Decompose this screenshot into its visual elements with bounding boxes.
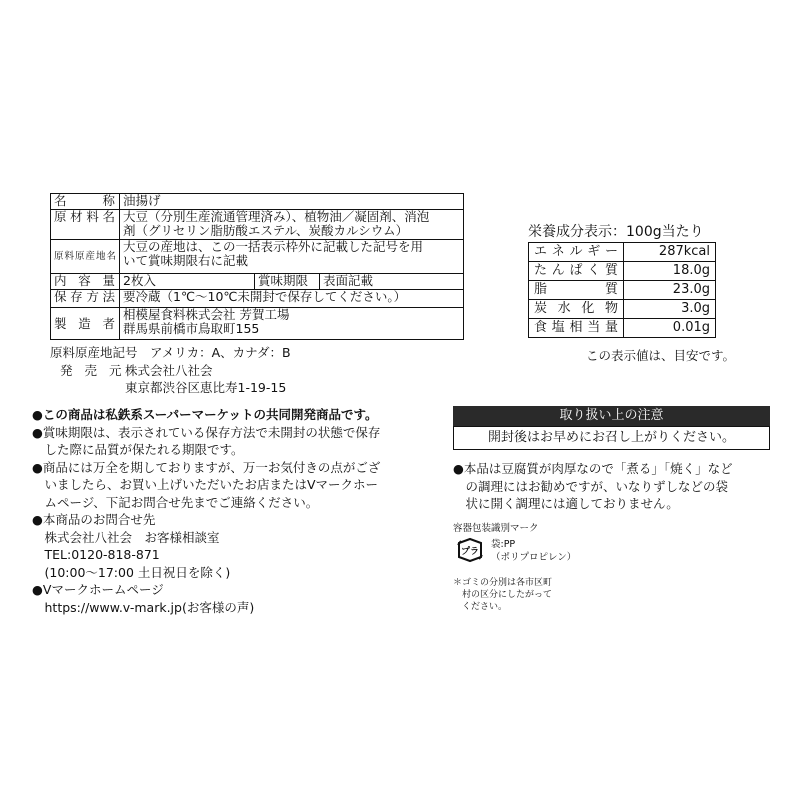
- note-line: ●この商品は私鉄系スーパーマーケットの共同開発商品です。: [32, 407, 378, 422]
- note-line: ●商品には万全を期しておりますが、万一お気付きの点がござ: [32, 459, 381, 475]
- label-key-origin: 原料原産地名: [51, 240, 120, 274]
- note-line: TEL:0120-818-871: [32, 547, 160, 562]
- handling-notes: [453, 460, 733, 513]
- nutrition-value: 18.0g: [624, 262, 716, 281]
- origin-code: 原料原産地記号 アメリカ：A、カナダ：B: [50, 345, 291, 360]
- product-notes: [32, 406, 427, 616]
- note-line: ムページ、下記お問合せ先までご連絡ください。: [32, 494, 319, 510]
- seller-name: 株式会社八社会: [125, 363, 213, 378]
- handling-note-line: 状に開く調理には適しておりません。: [453, 496, 679, 511]
- nutrition-key: 食塩相当量: [529, 319, 624, 338]
- label-key-best-before: 賞味期限: [255, 274, 320, 290]
- nutrition-value: 0.01g: [624, 319, 716, 338]
- note-line: 株式会社八社会 お客様相談室: [32, 529, 220, 545]
- product-label-table: [50, 193, 464, 340]
- label-key-ingredients: 原材料名: [51, 210, 120, 240]
- handling-note-line: ●本品は豆腐質が肉厚なので「煮る」「焼く」など: [453, 461, 733, 476]
- nutrition-key: 炭水化物: [529, 300, 624, 319]
- handling-body: 開封後はお早めにお召し上がりください。: [453, 426, 770, 450]
- label-key-quantity: 内 容 量: [51, 274, 120, 290]
- handling-note-line: の調理にはお勧めですが、いなりずしなどの袋: [453, 478, 729, 494]
- note-line: ●Vマークホームページ: [32, 582, 164, 597]
- nutrition-note: この表示値は、目安です。: [586, 348, 736, 363]
- nutrition-key: エネルギー: [529, 243, 624, 262]
- note-line: (10:00～17:00 土日祝日を除く): [32, 564, 231, 580]
- nutrition-key: たんぱく質: [529, 262, 624, 281]
- label-key-manufacturer: 製 造 者: [51, 308, 120, 340]
- note-line: いましたら、お買い上げいただいたお店またはVマークホー: [32, 477, 379, 492]
- handling-title: 取り扱い上の注意: [453, 406, 770, 426]
- recycle-material: 袋:PP （ポリプロピレン）: [491, 539, 577, 563]
- note-line: した際に品質が保たれる期限です。: [32, 442, 244, 457]
- seller-key: 発 売 元: [60, 363, 126, 378]
- nutrition-value: 287kcal: [624, 243, 716, 262]
- label-key-name: 名 称: [51, 194, 120, 210]
- note-line: ●本商品のお問合せ先: [32, 512, 156, 527]
- note-line: ●賞味期限は、表示されている保存方法で未開封の状態で保存: [32, 424, 381, 440]
- label-value-origin: 大豆の産地は、この一括表示枠外に記載した記号を用 いて賞味期限右に記載: [120, 240, 464, 274]
- label-value-manufacturer: 相模屋食料株式会社 芳賀工場 群馬県前橋市鳥取町155: [120, 308, 464, 340]
- seller-address: 東京都渋谷区恵比寿1-19-15: [125, 380, 287, 395]
- recycle-title: 容器包装識別マーク: [453, 523, 539, 534]
- nutrition-value: 23.0g: [624, 281, 716, 300]
- nutrition-title: 栄養成分表示：100g当たり: [528, 224, 704, 240]
- nutrition-table: [528, 242, 716, 338]
- label-value-quantity: 2枚入: [120, 274, 255, 290]
- label-value-storage: 要冷蔵（1℃～10℃未開封で保存してください。）: [120, 290, 464, 308]
- note-line: https://www.v-mark.jp(お客様の声): [32, 599, 255, 615]
- label-value-ingredients: 大豆（分別生産流通管理済み）、植物油／凝固剤、消泡 剤（グリセリン脂肪酸エステル、炭酸カルシウム）: [120, 210, 464, 240]
- nutrition-value: 3.0g: [624, 300, 716, 319]
- recycle-mark-text: プラ: [460, 547, 480, 557]
- label-value-best-before: 表面記載: [320, 274, 464, 290]
- nutrition-key: 脂 質: [529, 281, 624, 300]
- plastic-recycle-icon: [455, 537, 485, 563]
- label-value-name: 油揚げ: [120, 194, 464, 210]
- recycle-note: ＊ゴミの分別は各市区町 村の区分にしたがって ください。: [453, 578, 553, 612]
- label-key-storage: 保存方法: [51, 290, 120, 308]
